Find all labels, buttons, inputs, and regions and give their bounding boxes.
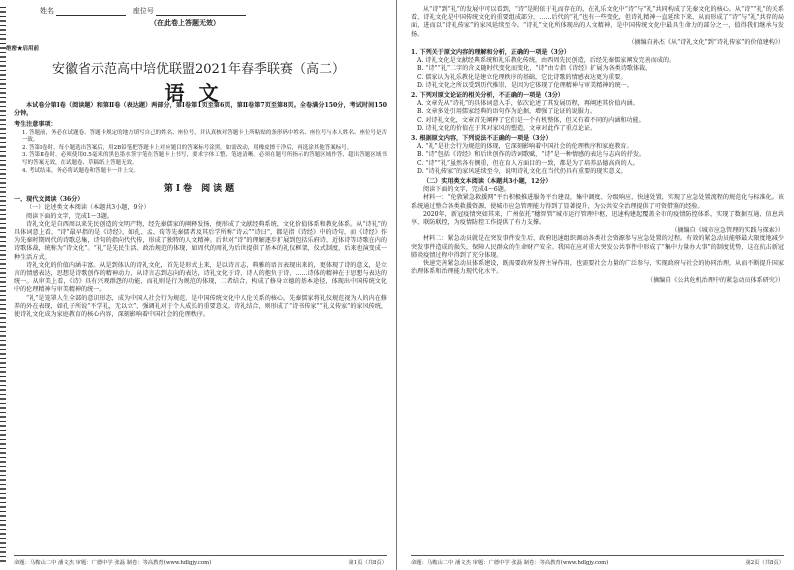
exam-intro: 本试卷分第Ⅰ卷（阅读题）和第Ⅱ卷（表达题）两部分，第Ⅰ卷第1页至第6页，第Ⅱ卷第7页至第8页。全卷满分150分，考试时间150分钟。: [14, 102, 387, 118]
question-3: [411, 135, 784, 176]
option-b[interactable]: B. “诗”包括《诗经》和后世创作的诗词歌赋，“诗”是一种情感的表达与志向的抒发。: [417, 151, 646, 159]
page-2: [397, 0, 794, 570]
name-blank[interactable]: [56, 8, 126, 16]
page-footer: [14, 555, 387, 566]
right-body: [411, 6, 784, 285]
notes-title: 考生注意事项：: [14, 121, 57, 129]
note-item: 3. 答第Ⅱ卷时，必须使用0.5毫米的黑色墨水签字笔在答题卡上书写，要求字体工整、笔迹清晰。必须在题号所指示的答题区域作答，超出答题区域书写的答案无效，在试题卷、草稿纸上答题无效。: [22, 152, 387, 166]
material-paragraph: 快速完善紧急动员体系建设，既需要政府发挥主导作用，也需要社会力量的广泛参与，实现政府与社会的协同治理，从而不断提升国家治理体系和治理能力现代化水平。: [411, 260, 784, 276]
name-label: 姓名: [40, 7, 54, 15]
name-seat-line: [40, 6, 246, 16]
option-a[interactable]: A. 文章先从“诗礼”的具体词意入手，依次论述了其发展历程，再阐述其价值内涵。: [417, 100, 639, 108]
note-item: 2. 答第Ⅰ卷时，每小题选出答案后，用2B铅笔把答题卡上对应题目的答案标号涂黑。如需改动，用橡皮擦干净后，再选涂其他答案标号。: [22, 144, 353, 151]
option-d[interactable]: D. 诗礼文化的价值在于其对家风的塑造，文章对此作了重点论证。: [417, 124, 597, 132]
subject-title: 语文: [164, 81, 233, 105]
page-footer: [411, 555, 784, 566]
reading-instruction: 阅读下面的文字，完成4～6题。: [423, 186, 510, 194]
note-item: 1. 答题前，务必在试题卷、答题卡规定的地方填写自己的姓名、座位号，并认真核对答题卡上所粘贴的条形码中姓名、座位号与本人姓名、座位号是否一致。: [22, 129, 387, 144]
material-paragraph: 2020年，新冠疫情突如其来，广州依托“穗智管”城市运行管理中枢，迅速构建起覆盖全市的疫情防控体系，实现了数据互通、信息共享、联防联控，为疫情防控工作提供了有力支撑。: [411, 210, 784, 227]
part-title: 第Ⅰ卷 阅读题: [163, 184, 238, 195]
passage-paragraph: 诗礼文化是自西周以来先民创造的文明产物，经先秦儒家的阐释发扬，便形成了文献经典系统、文化价值体系和教化体系。从“诗礼”的具体词意上看，“诗”最早指的是《诗经》，如孔、孟、荀等先秦儒者及其后学所称“诗云”“诗曰”，都是指《诗经》中的诗句，而《诗经》作为先秦时期周代的诗歌总集，诗句的指向代代传，形成了独特的人文精神。后世对“诗”的理解逐步扩展到包括乐府诗、近体诗等诗歌在内的诗歌体裁，统称为“诗文化”。“礼”是先民生活、政治规范的体现，如周代的周礼为后世提供了基本的礼仪框架，仪式制度，后来也演变成一种生活方式。: [14, 220, 387, 261]
option-c[interactable]: C. 儒家认为礼乐教化是建立伦理秩序的基础，它比诗歌的情感表达更为重要。: [417, 73, 627, 81]
option-d[interactable]: D. “诗礼传家”的家风延续至今，说明诗礼文化在当代仍具有重要的现实意义。: [417, 167, 627, 175]
question-stem: 2. 下列对原文论证的相关分析，不正确的一项是（3分）: [411, 92, 564, 100]
passage-paragraph: 诗礼文化的价值内涵丰富。从是到体认的诗礼文化，首先是形式上来，是以诗言志，典雅的语言表现出来的，更体现了诗的意义，是立言的情感表达，思想是诗歌创作的精神动力，从诗言志到志向的表达，诗礼文化于诗，诗人的抱负于诗，……诗体的精神在于思想与表达的统一。从审美上看，《诗》具有兴观群怨的功能，而礼则是行为规范的体现，二者结合，构成了修身立德的基本途径，体现出中国传统文化中的伦理精神与审美精神的统一。: [14, 261, 387, 294]
footer-credits: 命题：马鞍山二中 潘文杰 审题：广德中学 张磊 制卷：等高教育(www.hdlgjy.com): [411, 560, 609, 566]
passage-paragraph: 从“诗”到“礼”的发展中可以看到，“诗”是附依于礼而存在的，在礼乐文化中“诗”与“礼”共同构成了先秦文化的核心。从“诗”“礼”的关系看，诗礼文化是中国传统文化的重要组成部分，……后代的“礼”也有一些变化，但诗礼精神一直延续下来，从而形成了“诗”与“礼”共存的局面，进而以“诗礼传家”的家风延续至今。“诗礼”文化所体现出的人文精神，是中国传统文化中最具生命力的部分之一，值得我们继承与发扬。: [411, 6, 784, 38]
subsection-heading: （二）实用类文本阅读（本题共3小题，12分）: [423, 178, 552, 186]
page-number: 第2页（共8页）: [745, 560, 784, 566]
option-d[interactable]: D. 诗礼文化之所以受到历代推崇，是因为它体现了伦理精神与审美精神的统一。: [417, 81, 633, 89]
section-heading: 一、现代文阅读（36分）: [14, 196, 84, 204]
notes-list: [14, 130, 387, 176]
excerpt-source: （摘编自《公共危机治理中的紧急动员体系研究》）: [646, 276, 784, 284]
option-a[interactable]: A. “礼”是社会行为规范的体现，它深刻影响着中国社会的伦理秩序和家庭教育。: [417, 143, 633, 151]
note-item: 4. 考试结束，务必将试题卷和答题卡一并上交。: [22, 167, 139, 174]
seat-blank[interactable]: [156, 8, 246, 16]
question-stem: 3. 根据原文内容，下列说法不正确的一项是（3分）: [411, 135, 552, 143]
material-paragraph: 材料二：紧急动员就是在突发事件发生后，政府迅速组织调动各类社会资源参与应急处置的过程。有效的紧急动员能够最大限度地减少突发事件造成的损失，保障人民群众的生命财产安全。我国在应对重大突发公共事件中形成了“集中力量办大事”的制度优势，这在抗击新冠肺炎疫情过程中得到了充分体现。: [411, 235, 784, 259]
question-stem: 1. 下列关于原文内容的理解和分析，正确的一项是（3分）: [411, 49, 570, 57]
option-b[interactable]: B. 文章多处引用儒家经典的语句作为论据，增强了论证的说服力。: [417, 108, 596, 116]
seat-label: 座位号: [132, 7, 154, 15]
option-b[interactable]: B. “诗”“礼”二字的含义随时代变化而变化，“诗”由专指《诗经》扩展为各类诗歌体裁。: [417, 65, 652, 73]
material-paragraph: 材料一：“伦敦紧急救援网”平台积极推进服务平台建设，集中调度、分级响应、快速处置，实现了应急处置流程的规范化与标准化。该系统通过整合各类救援资源，使城市应急管理能力得到了显著提升，为公共安全治理提供了可资借鉴的经验。: [411, 194, 784, 210]
exam-title: 安徽省示范高中培优联盟2021年春季联赛（高二）: [51, 62, 346, 77]
option-c[interactable]: C. “诗”“礼”虽然各有侧重，但在育人方面目的一致，都是为了培养品德高尚的人。: [417, 159, 639, 167]
subsection-heading: （一）论述类文本阅读（本题共3小题，9分）: [26, 204, 150, 212]
excerpt-source: （摘编自孙杰《从“诗礼文化”到“诗礼传家”的价值建构》）: [628, 38, 784, 46]
reading-instruction: 阅读下面的文字，完成1～3题。: [26, 212, 113, 220]
left-body: [14, 102, 387, 319]
page-number: 第1页（共8页）: [348, 560, 387, 566]
no-answer-notice: （在此卷上答题无效）: [150, 18, 220, 27]
question-1: [411, 49, 784, 90]
option-c[interactable]: C. 对诗礼文化，文章首先阐释了它们是一个有机整体，但又有着不同的内涵和功能。: [417, 116, 645, 124]
excerpt-source: （摘编自《城市应急管理的实践与探索》）: [671, 227, 784, 235]
option-a[interactable]: A. 诗礼文化是文献经典系统和礼乐教化传统，由西周先民创造，后经先秦儒家阐发完善而成的。: [417, 57, 676, 65]
confidential-mark: 绝密★启用前: [6, 46, 40, 52]
question-2: [411, 92, 784, 133]
footer-credits: 命题：马鞍山二中 潘文杰 审题：广德中学 张磊 制卷：等高教育(www.hdlgjy.com): [14, 560, 212, 566]
passage-paragraph: “礼”是笼罩人生全部的意识形态，成为中国人社会行为规范，是中国传统文化中人伦关系的核心。先秦儒家将礼仪规范视为人的内在修养的外在表现，如孔子所说“不学礼，无以立”，强调礼对于个人成长的重要意义。诗礼结合，则形成了“诗书传家”“礼义传家”的家风传统，使诗礼文化成为家庭教育的核心内容，深刻影响着中国社会的伦理秩序。: [14, 294, 387, 319]
